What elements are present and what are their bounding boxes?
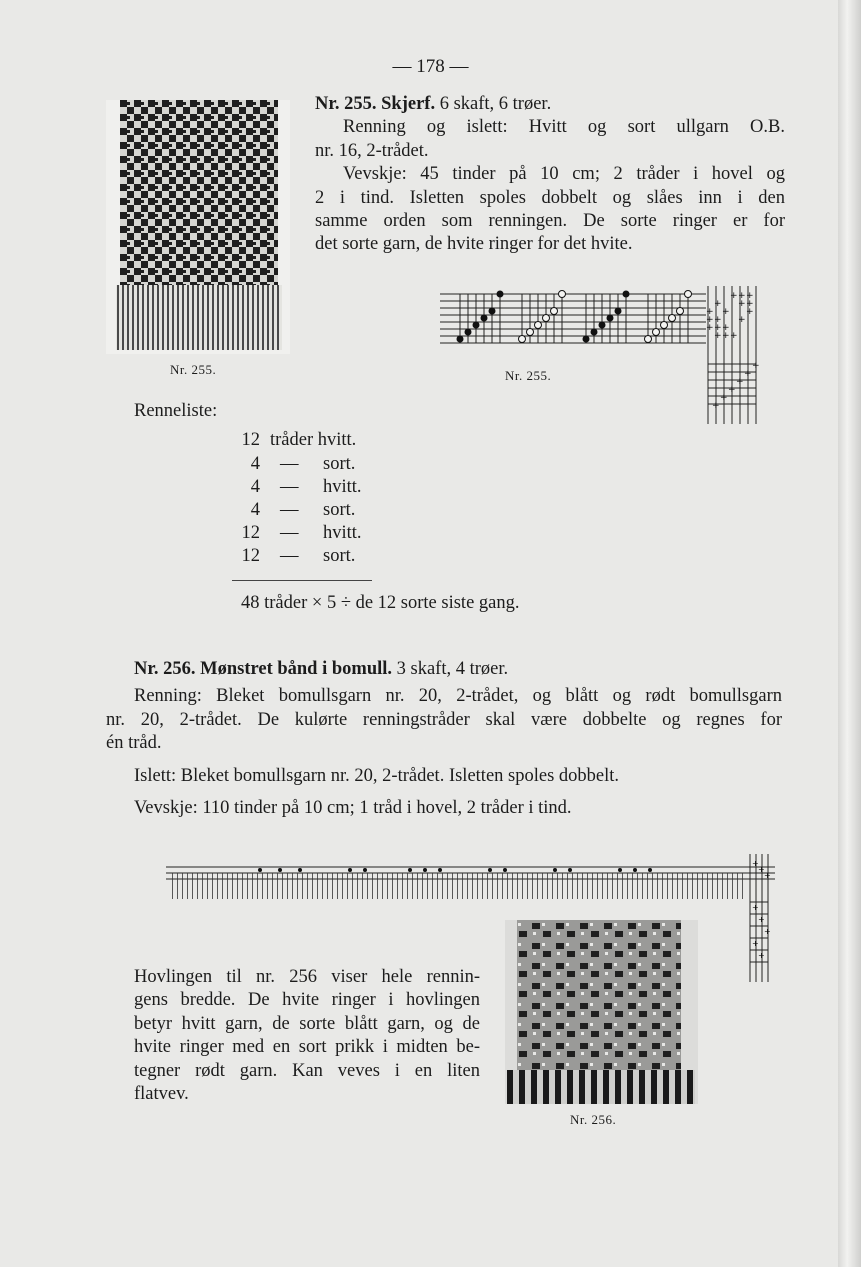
svg-text:+: + (714, 331, 722, 341)
entry-256-islett: Islett: Bleket bomullsgarn nr. 20, 2-trådet. Isletten spoles dobbelt. (134, 765, 620, 786)
entry-256-title: Mønstret bånd i bomull. (200, 659, 393, 679)
renneliste-divider (232, 580, 372, 581)
entry-256-heading (106, 658, 782, 681)
svg-text:+: + (720, 393, 728, 403)
renneliste-total: 48 tråder × 5 ÷ de 12 sorte siste gang. (241, 593, 520, 613)
svg-text:+: + (722, 307, 730, 317)
svg-text:+: + (714, 315, 722, 325)
entry-255-number: Nr. 255. (315, 94, 377, 114)
svg-text:+: + (706, 323, 714, 333)
entry-256-note-line: hvite ringer med en sort prikk i midten be- (134, 1037, 480, 1058)
renneliste-count: 12 (241, 523, 260, 543)
renneliste-word: sort. (323, 454, 356, 474)
svg-text:+: + (714, 323, 722, 333)
renneliste-word: tråder hvitt. (270, 430, 357, 450)
svg-text:+: + (714, 299, 722, 309)
entry-256-note-line: betyr hvitt garn, de sorte blått garn, og de (134, 1013, 480, 1034)
renneliste-dash: — (280, 546, 299, 566)
svg-text:+: + (764, 927, 771, 936)
svg-text:+: + (744, 369, 752, 379)
renneliste-count: 4 (250, 500, 260, 520)
renneliste-dash: — (280, 454, 299, 474)
entry-255-text (315, 93, 785, 257)
svg-text:+: + (738, 315, 746, 325)
entry-255-line: Renning og islett: Hvitt og sort ullgarn O.B. (343, 117, 785, 138)
page-edge (838, 0, 861, 1267)
entry-256-note-line: Hovlingen til nr. 256 viser hele rennin- (134, 967, 480, 987)
renneliste-dash: — (280, 523, 299, 543)
photo-caption-255: Nr. 255. (170, 362, 217, 377)
svg-text:+: + (722, 331, 730, 341)
entry-255-line: Vevskje: 45 tinder på 10 cm; 2 tråder i hovel og (343, 164, 785, 185)
entry-255-heading (315, 93, 785, 116)
svg-text:+: + (736, 377, 744, 387)
svg-text:+: + (730, 331, 738, 341)
entry-256-note-line: tegner rødt garn. Kan veves i en liten (134, 1060, 480, 1081)
band-pattern-image (505, 920, 698, 1104)
svg-text:+: + (738, 291, 746, 301)
renneliste-label: Renneliste: (134, 401, 218, 421)
svg-text:+: + (722, 323, 730, 333)
svg-text:+: + (758, 865, 765, 874)
svg-text:+: + (738, 299, 746, 309)
band-photo-256 (505, 920, 698, 1104)
svg-text:+: + (746, 291, 754, 301)
svg-text:+: + (752, 361, 760, 371)
renneliste-word: hvitt. (323, 523, 362, 543)
entry-256-text (106, 658, 782, 820)
svg-text:+: + (758, 915, 765, 924)
entry-256-subtitle: 3 skaft, 4 trøer. (396, 659, 509, 679)
entry-255-subtitle: 6 skaft, 6 trøer. (439, 94, 552, 114)
svg-text:+: + (746, 299, 754, 309)
entry-256-line: Renning: Bleket bomullsgarn nr. 20, 2-trådet, og blått og rødt bomullsgarn (134, 686, 782, 707)
entry-256-note-line: gens bredde. De hvite ringer i hovlingen (134, 990, 480, 1011)
renneliste-dash: — (280, 500, 299, 520)
entry-255-title: Skjerf. (381, 94, 436, 114)
svg-text:+: + (728, 385, 736, 395)
renneliste-dash: — (280, 477, 299, 497)
renneliste-word: sort. (323, 546, 356, 566)
entry-255-line: nr. 16, 2-trådet. (315, 140, 429, 161)
weave-draft-255 (438, 284, 768, 429)
entry-256-line: nr. 20, 2-trådet. De kulørte renningstråder skal være dobbelte og regnes for (106, 709, 782, 730)
svg-text:+: + (730, 291, 738, 301)
renneliste-count: 12 (241, 546, 260, 566)
svg-text:+: + (706, 307, 714, 317)
svg-text:+: + (706, 315, 714, 325)
svg-text:+: + (712, 401, 720, 411)
draft-caption-255: Nr. 255. (505, 368, 552, 383)
entry-255-line: 2 i tind. Isletten spoles dobbelt og slåes inn i den (315, 187, 785, 208)
svg-text:+: + (752, 859, 759, 868)
renneliste-count: 4 (250, 477, 260, 497)
entry-256-vevskje: Vevskje: 110 tinder på 10 cm; 1 tråd i hovel, 2 tråder i tind. (134, 798, 572, 819)
houndstooth-pattern-image (106, 100, 290, 354)
entry-256-number: Nr. 256. (134, 659, 196, 679)
scarf-photo-255 (106, 100, 290, 354)
entry-256-note-line: flatvev. (134, 1084, 189, 1105)
entry-256-line: én tråd. (106, 733, 162, 754)
entry-255-line: det sorte garn, de hvite ringer for det hvite. (315, 234, 633, 255)
entry-255-line: samme orden som renningen. De sorte ringer er for (315, 211, 785, 232)
renneliste-word: sort. (323, 500, 356, 520)
svg-text:+: + (764, 871, 771, 880)
svg-text:+: + (758, 951, 765, 960)
entry-256-note (134, 966, 480, 1106)
svg-text:+: + (746, 307, 754, 317)
renneliste-count: 12 (241, 430, 260, 450)
renneliste-word: hvitt. (323, 477, 362, 497)
page-number: — 178 — (392, 56, 469, 77)
svg-text:+: + (752, 903, 759, 912)
renneliste-count: 4 (250, 454, 260, 474)
photo-caption-256: Nr. 256. (570, 1112, 617, 1127)
svg-text:+: + (752, 939, 759, 948)
